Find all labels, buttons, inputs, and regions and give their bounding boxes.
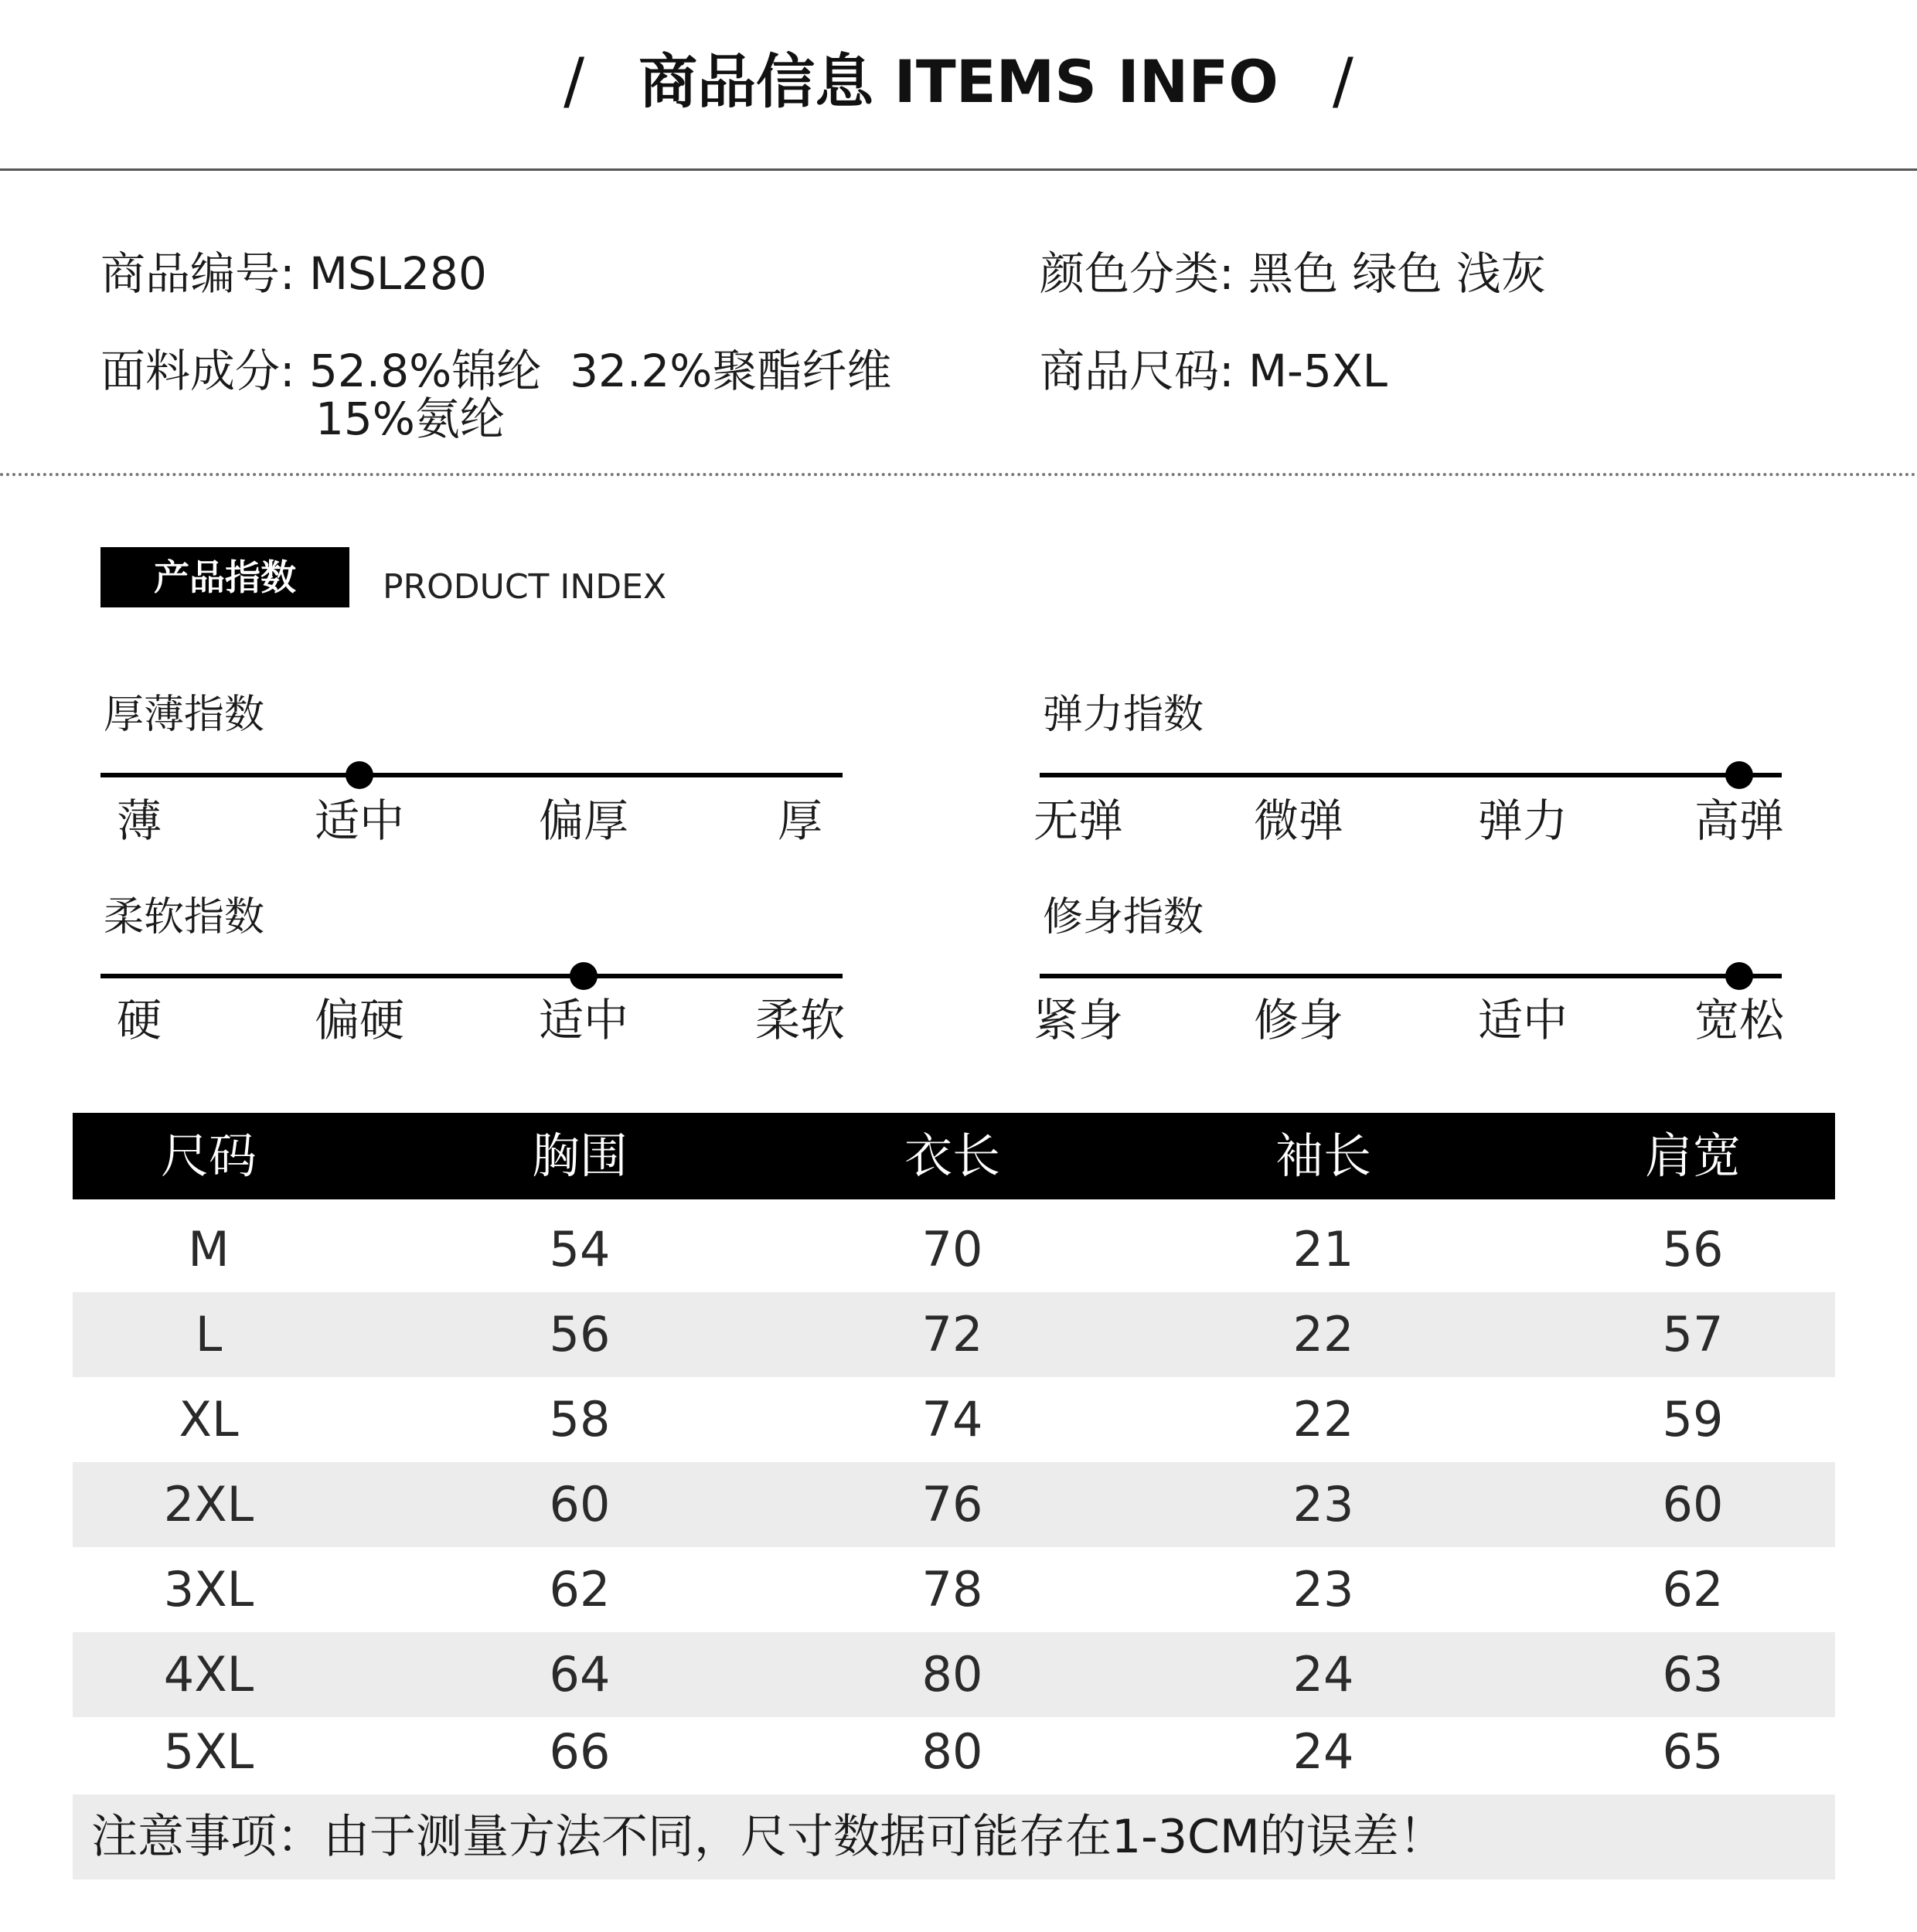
table-cell: 23	[1292, 1476, 1354, 1532]
gauge-track	[100, 974, 843, 978]
table-cell: 24	[1292, 1646, 1354, 1702]
table-cell: 80	[921, 1723, 983, 1780]
gauge-marker	[1725, 962, 1753, 990]
gauge-level-label: 弹力	[1477, 794, 1568, 847]
table-cell: 60	[549, 1476, 611, 1532]
table-cell: 4XL	[163, 1646, 254, 1702]
gauge-level-label: 柔软	[754, 994, 845, 1046]
gauge-title: 弹力指数	[1043, 692, 1204, 738]
table-header-cell: 袖长	[1275, 1128, 1371, 1184]
table-cell: 5XL	[163, 1723, 254, 1780]
table-cell: L	[195, 1306, 223, 1362]
section-divider	[0, 473, 1917, 476]
table-header-cell: 衣长	[904, 1128, 1000, 1184]
table-header-cell: 胸围	[531, 1128, 628, 1184]
gauge-title: 厚薄指数	[104, 692, 265, 738]
table-cell: 3XL	[163, 1561, 254, 1617]
item-number: 商品编号: MSL280	[100, 247, 487, 300]
gauge-level-label: 无弹	[1033, 794, 1123, 847]
table-cell: 64	[549, 1646, 611, 1702]
table-cell: 66	[549, 1723, 611, 1780]
table-cell: 78	[921, 1561, 983, 1617]
table-cell: 22	[1292, 1306, 1354, 1362]
gauge-level-label: 高弹	[1694, 794, 1784, 847]
table-cell: 62	[1662, 1561, 1724, 1617]
table-cell: 24	[1292, 1723, 1354, 1780]
gauge-level-label: 修身	[1253, 994, 1343, 1046]
table-cell: 2XL	[163, 1476, 254, 1532]
gauge-title: 修身指数	[1043, 894, 1204, 940]
table-cell: XL	[179, 1391, 239, 1447]
table-cell: 58	[549, 1391, 611, 1447]
title-text: 商品信息 ITEMS INFO	[638, 47, 1279, 116]
gauge-level-label: 硬	[116, 994, 162, 1046]
table-cell: 63	[1662, 1646, 1724, 1702]
gauge-marker	[1725, 761, 1753, 789]
table-cell: 56	[549, 1306, 611, 1362]
product-index-badge: 产品指数	[100, 547, 349, 607]
table-header-cell: 尺码	[160, 1128, 257, 1184]
table-cell: 57	[1662, 1306, 1724, 1362]
table-cell: 21	[1292, 1221, 1354, 1277]
page-title	[0, 31, 1917, 131]
measurement-note: 注意事项：由于测量方法不同，尺寸数据可能存在1-3CM的误差！	[91, 1810, 1445, 1864]
gauge-track	[100, 773, 843, 777]
header-divider	[0, 168, 1917, 171]
table-cell: 74	[921, 1391, 983, 1447]
gauge-level-label: 微弹	[1253, 794, 1343, 847]
table-cell: 70	[921, 1221, 983, 1277]
gauge-marker	[346, 761, 373, 789]
table-cell: 22	[1292, 1391, 1354, 1447]
color-options: 颜色分类: 黑色 绿色 浅灰	[1040, 247, 1546, 300]
title-slash-left: /	[564, 45, 585, 117]
fabric-composition: 面料成分: 52.8%锦纶 32.2%聚酯纤维	[100, 345, 892, 397]
table-cell: 62	[549, 1561, 611, 1617]
gauge-level-label: 紧身	[1033, 994, 1123, 1046]
gauge-track	[1040, 974, 1782, 978]
table-cell: 72	[921, 1306, 983, 1362]
product-index-subtitle: PRODUCT INDEX	[383, 567, 667, 607]
table-cell: 80	[921, 1646, 983, 1702]
table-cell: M	[188, 1221, 230, 1277]
gauge-marker	[570, 962, 598, 990]
gauge-title: 柔软指数	[104, 894, 265, 940]
gauge-level-label: 偏硬	[314, 994, 404, 1046]
table-cell: 65	[1662, 1723, 1724, 1780]
gauge-level-label: 适中	[538, 994, 628, 1046]
table-cell: 56	[1662, 1221, 1724, 1277]
gauge-level-label: 适中	[1477, 994, 1568, 1046]
table-cell: 76	[921, 1476, 983, 1532]
gauge-track	[1040, 773, 1782, 777]
table-cell: 60	[1662, 1476, 1724, 1532]
gauge-level-label: 厚	[777, 794, 822, 847]
gauge-level-label: 偏厚	[538, 794, 628, 847]
gauge-level-label: 薄	[116, 794, 162, 847]
table-cell: 54	[549, 1221, 611, 1277]
table-cell: 23	[1292, 1561, 1354, 1617]
table-cell: 59	[1662, 1391, 1724, 1447]
size-range: 商品尺码: M-5XL	[1040, 345, 1388, 397]
gauge-level-label: 宽松	[1694, 994, 1784, 1046]
gauge-level-label: 适中	[314, 794, 404, 847]
title-slash-right: /	[1332, 45, 1353, 117]
table-header-cell: 肩宽	[1644, 1128, 1741, 1184]
fabric-composition-cont: 15%氨纶	[315, 393, 505, 445]
